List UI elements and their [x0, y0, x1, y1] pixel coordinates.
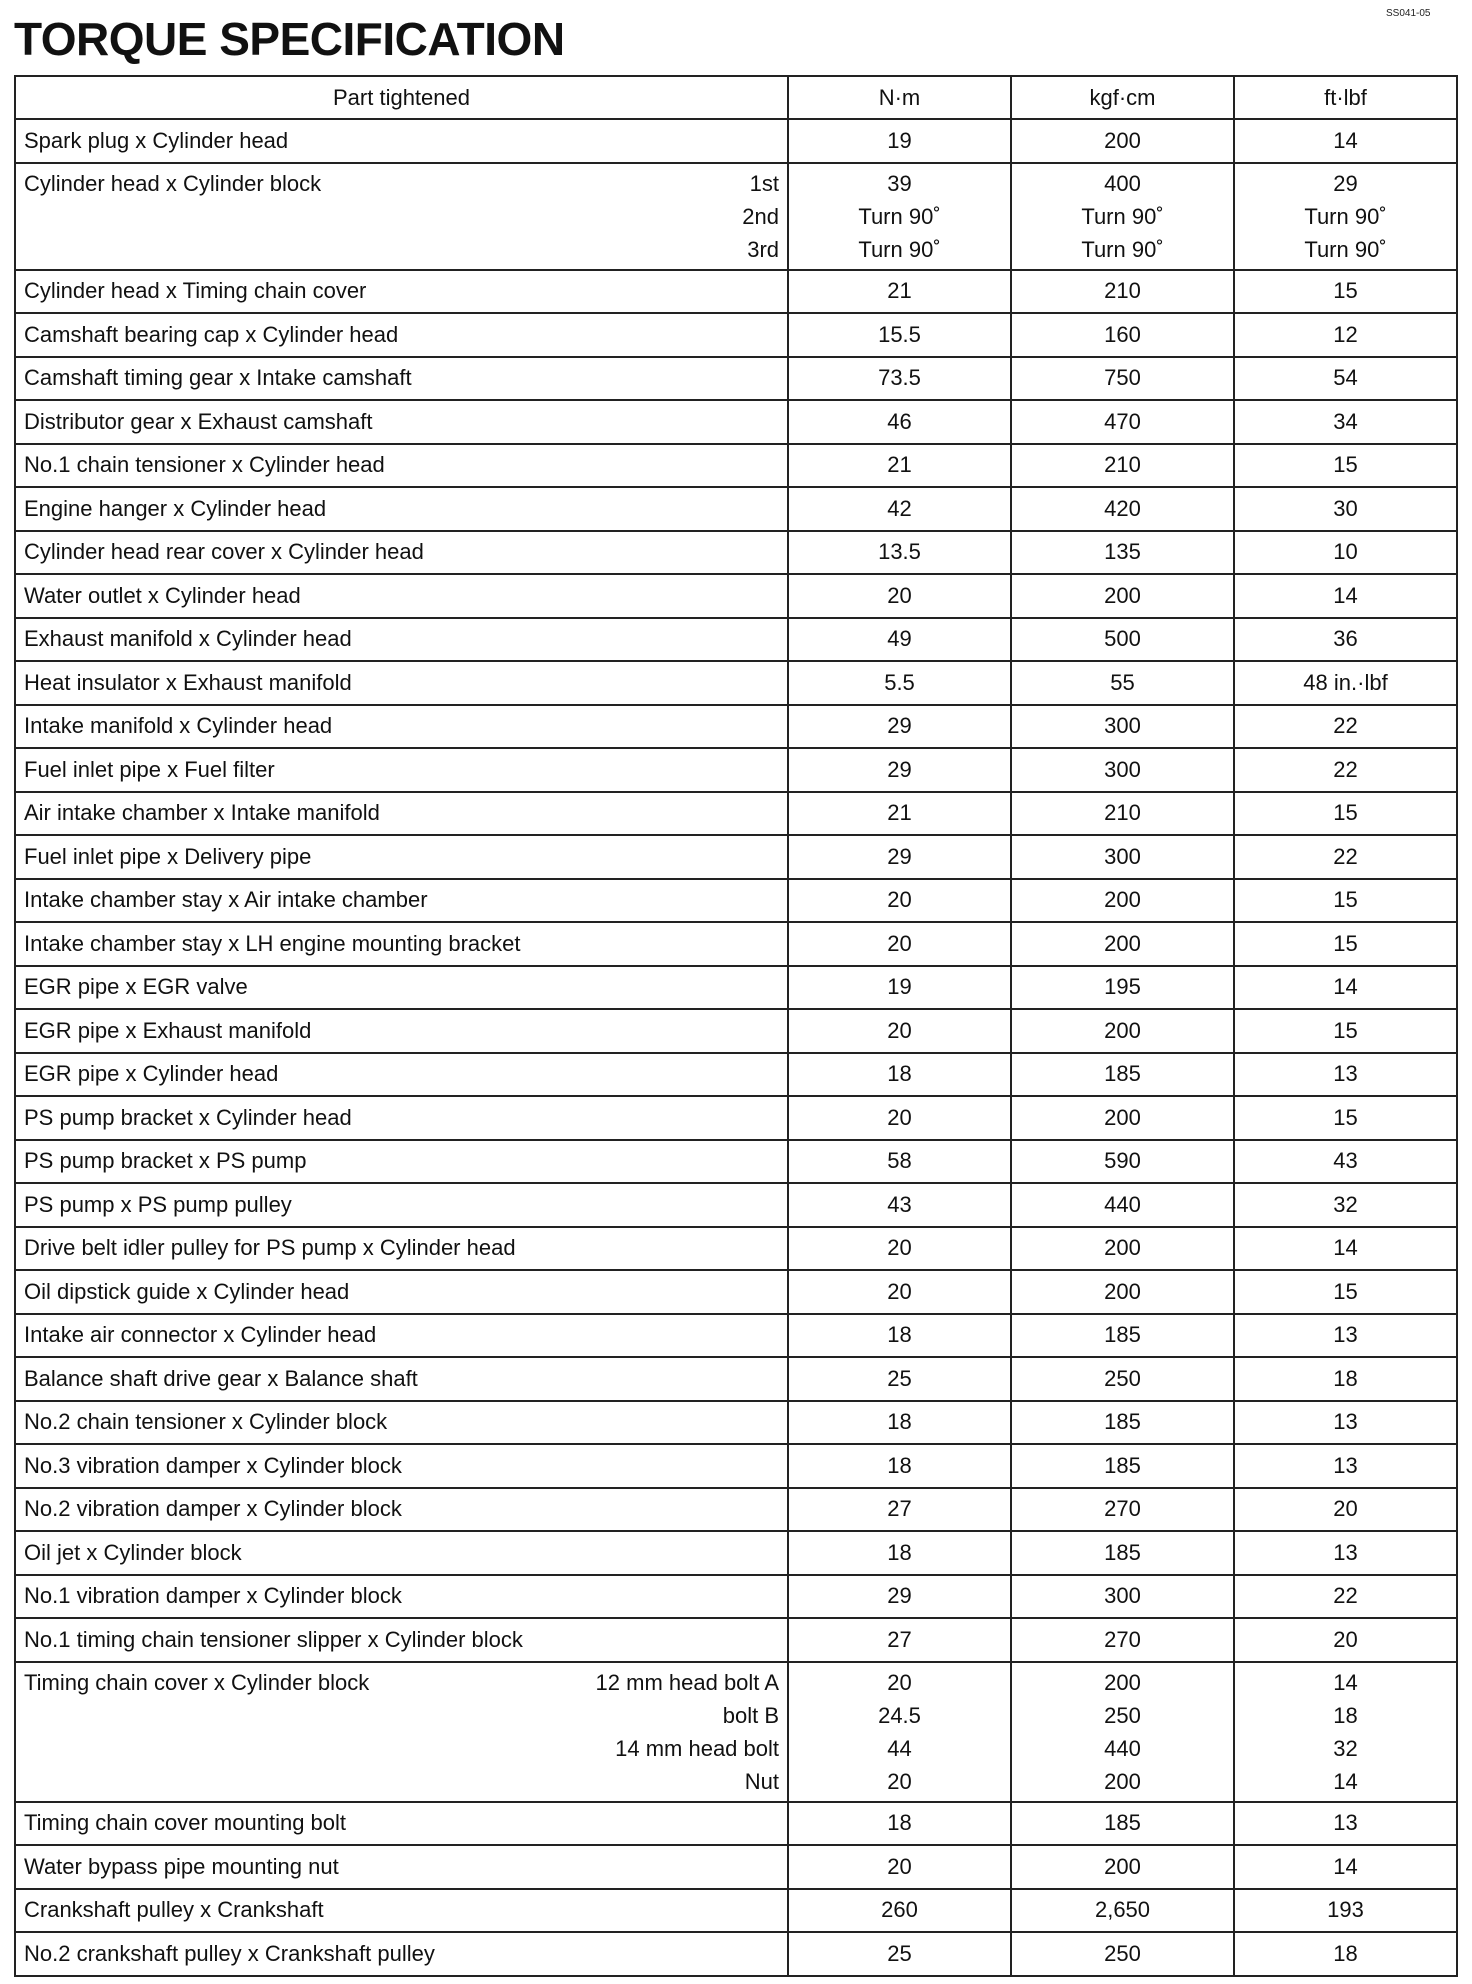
nm-value: 19	[788, 966, 1011, 1010]
nm-value: 25	[788, 1932, 1011, 1976]
kgfcm-value: 160	[1011, 313, 1234, 357]
kgfcm-value: 270	[1011, 1618, 1234, 1662]
table-row	[15, 357, 1457, 401]
header-nm: N·m	[788, 76, 1011, 119]
table-row	[15, 1401, 1457, 1445]
part-cell: Air intake chamber x Intake manifold	[15, 792, 788, 836]
part-subline	[24, 1732, 779, 1765]
kgfcm-value: 200	[1011, 1009, 1234, 1053]
part-cell: Fuel inlet pipe x Fuel filter	[15, 748, 788, 792]
ftlbf-value: 34	[1234, 400, 1457, 444]
kgfcm-value-line: Turn 90˚	[1081, 236, 1164, 262]
kgfcm-value: 200	[1011, 119, 1234, 163]
table-row	[15, 1053, 1457, 1097]
ftlbf-value: 32	[1234, 1183, 1457, 1227]
kgfcm-value: 185	[1011, 1314, 1234, 1358]
table-row	[15, 1357, 1457, 1401]
table-row	[15, 574, 1457, 618]
step-label: 2nd	[742, 203, 779, 229]
step-label: 14 mm head bolt	[615, 1735, 779, 1761]
step-label: 12 mm head bolt A	[595, 1669, 779, 1695]
table-row	[15, 444, 1457, 488]
ftlbf-value: 15	[1234, 444, 1457, 488]
nm-value: 46	[788, 400, 1011, 444]
part-subline	[24, 1666, 779, 1699]
part-cell: Spark plug x Cylinder head	[15, 119, 788, 163]
step-label: Nut	[744, 1768, 779, 1794]
header-part: Part tightened	[15, 76, 788, 119]
kgfcm-value: 185	[1011, 1053, 1234, 1097]
kgfcm-value-line: Turn 90˚	[1081, 203, 1164, 229]
kgfcm-value: 200	[1011, 1845, 1234, 1889]
kgfcm-value: 185	[1011, 1444, 1234, 1488]
header-row	[15, 76, 1457, 119]
step-label: 3rd	[747, 236, 779, 262]
kgfcm-value: 135	[1011, 531, 1234, 575]
ftlbf-value	[1234, 1662, 1457, 1802]
part-cell: Crankshaft pulley x Crankshaft	[15, 1889, 788, 1933]
ftlbf-value: 18	[1234, 1357, 1457, 1401]
ftlbf-value: 54	[1234, 357, 1457, 401]
page-title: TORQUE SPECIFICATION	[14, 13, 565, 65]
ftlbf-value: 20	[1234, 1618, 1457, 1662]
kgfcm-value-line: 200	[1104, 1669, 1141, 1695]
part-cell: Timing chain cover mounting bolt	[15, 1802, 788, 1846]
nm-value-line: Turn 90˚	[858, 203, 941, 229]
kgfcm-value: 420	[1011, 487, 1234, 531]
part-cell: No.2 crankshaft pulley x Crankshaft pulley	[15, 1932, 788, 1976]
part-cell: No.1 timing chain tensioner slipper x Cylinder block	[15, 1618, 788, 1662]
kgfcm-value: 200	[1011, 1270, 1234, 1314]
table-row	[15, 1802, 1457, 1846]
table-row	[15, 1662, 1457, 1802]
ftlbf-value: 10	[1234, 531, 1457, 575]
table-row	[15, 1444, 1457, 1488]
table-row	[15, 1618, 1457, 1662]
kgfcm-value: 210	[1011, 444, 1234, 488]
part-cell: Balance shaft drive gear x Balance shaft	[15, 1357, 788, 1401]
part-cell: Fuel inlet pipe x Delivery pipe	[15, 835, 788, 879]
table-row	[15, 1183, 1457, 1227]
part-cell: Intake air connector x Cylinder head	[15, 1314, 788, 1358]
table-body	[15, 119, 1457, 1976]
nm-value: 49	[788, 618, 1011, 662]
ftlbf-value: 22	[1234, 748, 1457, 792]
table-row	[15, 1932, 1457, 1976]
ftlbf-value: 13	[1234, 1053, 1457, 1097]
kgfcm-value: 200	[1011, 574, 1234, 618]
table-row	[15, 1314, 1457, 1358]
kgfcm-value: 2,650	[1011, 1889, 1234, 1933]
ftlbf-value-line: Turn 90˚	[1304, 203, 1387, 229]
ftlbf-value: 193	[1234, 1889, 1457, 1933]
ftlbf-value: 13	[1234, 1444, 1457, 1488]
part-cell: Water outlet x Cylinder head	[15, 574, 788, 618]
nm-value: 18	[788, 1401, 1011, 1445]
table-row	[15, 661, 1457, 705]
nm-value: 43	[788, 1183, 1011, 1227]
nm-value: 21	[788, 792, 1011, 836]
ftlbf-value: 20	[1234, 1488, 1457, 1532]
ftlbf-value: 12	[1234, 313, 1457, 357]
part-cell: Oil jet x Cylinder block	[15, 1531, 788, 1575]
table-row	[15, 1009, 1457, 1053]
part-cell: Distributor gear x Exhaust camshaft	[15, 400, 788, 444]
nm-value: 18	[788, 1802, 1011, 1846]
part-cell	[15, 163, 788, 270]
nm-value: 18	[788, 1444, 1011, 1488]
table-row	[15, 119, 1457, 163]
header-ftlbf: ft·lbf	[1234, 76, 1457, 119]
table-row	[15, 1889, 1457, 1933]
part-subline	[24, 233, 779, 266]
nm-value-line: 39	[887, 170, 912, 196]
nm-value: 27	[788, 1618, 1011, 1662]
kgfcm-value: 300	[1011, 705, 1234, 749]
ftlbf-value: 15	[1234, 792, 1457, 836]
ftlbf-value: 13	[1234, 1531, 1457, 1575]
kgfcm-value: 300	[1011, 835, 1234, 879]
nm-value: 18	[788, 1053, 1011, 1097]
kgfcm-value: 440	[1011, 1183, 1234, 1227]
nm-value: 20	[788, 1845, 1011, 1889]
nm-value: 29	[788, 748, 1011, 792]
ftlbf-value: 14	[1234, 119, 1457, 163]
table-row	[15, 792, 1457, 836]
nm-value: 29	[788, 1575, 1011, 1619]
ftlbf-value-line: 18	[1333, 1702, 1358, 1728]
part-subline	[24, 1699, 779, 1732]
kgfcm-value: 185	[1011, 1531, 1234, 1575]
ftlbf-value: 15	[1234, 1009, 1457, 1053]
ftlbf-value: 14	[1234, 1845, 1457, 1889]
table-row	[15, 313, 1457, 357]
table-row	[15, 1575, 1457, 1619]
ftlbf-value: 14	[1234, 966, 1457, 1010]
table-row	[15, 1531, 1457, 1575]
nm-value: 27	[788, 1488, 1011, 1532]
kgfcm-value: 470	[1011, 400, 1234, 444]
ftlbf-value: 48 in.·lbf	[1234, 661, 1457, 705]
nm-value: 5.5	[788, 661, 1011, 705]
part-cell: No.3 vibration damper x Cylinder block	[15, 1444, 788, 1488]
table-row	[15, 1270, 1457, 1314]
kgfcm-value: 250	[1011, 1357, 1234, 1401]
kgfcm-value: 300	[1011, 748, 1234, 792]
table-row	[15, 270, 1457, 314]
nm-value-line: 20	[887, 1669, 912, 1695]
kgfcm-value: 200	[1011, 879, 1234, 923]
part-subline	[24, 1765, 779, 1798]
table-row	[15, 1140, 1457, 1184]
kgfcm-value: 590	[1011, 1140, 1234, 1184]
nm-value: 20	[788, 1096, 1011, 1140]
part-cell: Cylinder head x Timing chain cover	[15, 270, 788, 314]
kgfcm-value: 200	[1011, 1096, 1234, 1140]
torque-table	[14, 75, 1458, 1977]
table-row	[15, 531, 1457, 575]
nm-value: 20	[788, 922, 1011, 966]
ftlbf-value-line: 29	[1333, 170, 1358, 196]
nm-value: 13.5	[788, 531, 1011, 575]
ftlbf-value: 15	[1234, 1270, 1457, 1314]
nm-value-line: Turn 90˚	[858, 236, 941, 262]
part-cell: No.1 vibration damper x Cylinder block	[15, 1575, 788, 1619]
table-row	[15, 487, 1457, 531]
ftlbf-value: 22	[1234, 705, 1457, 749]
kgfcm-value: 195	[1011, 966, 1234, 1010]
ftlbf-value: 15	[1234, 879, 1457, 923]
kgfcm-value-line: 200	[1104, 1768, 1141, 1794]
ftlbf-value: 15	[1234, 270, 1457, 314]
nm-value: 21	[788, 270, 1011, 314]
ftlbf-value-line: 14	[1333, 1669, 1358, 1695]
kgfcm-value: 250	[1011, 1932, 1234, 1976]
table-row	[15, 1096, 1457, 1140]
step-label: 1st	[749, 170, 779, 196]
part-cell: Water bypass pipe mounting nut	[15, 1845, 788, 1889]
nm-value: 42	[788, 487, 1011, 531]
part-cell: PS pump bracket x PS pump	[15, 1140, 788, 1184]
ftlbf-value: 36	[1234, 618, 1457, 662]
table-row	[15, 163, 1457, 270]
part-cell: EGR pipe x Exhaust manifold	[15, 1009, 788, 1053]
ftlbf-value-line: 14	[1333, 1768, 1358, 1794]
part-cell: Intake chamber stay x Air intake chamber	[15, 879, 788, 923]
part-cell: Oil dipstick guide x Cylinder head	[15, 1270, 788, 1314]
table-row	[15, 748, 1457, 792]
kgfcm-value: 210	[1011, 270, 1234, 314]
part-cell: Camshaft timing gear x Intake camshaft	[15, 357, 788, 401]
table-row	[15, 966, 1457, 1010]
part-subline	[24, 167, 779, 200]
nm-value: 25	[788, 1357, 1011, 1401]
part-cell: EGR pipe x Cylinder head	[15, 1053, 788, 1097]
table-row	[15, 835, 1457, 879]
ftlbf-value: 13	[1234, 1401, 1457, 1445]
part-name: Cylinder head x Cylinder block	[24, 170, 322, 196]
nm-value: 20	[788, 879, 1011, 923]
kgfcm-value: 185	[1011, 1802, 1234, 1846]
kgfcm-value	[1011, 163, 1234, 270]
part-cell	[15, 1662, 788, 1802]
nm-value: 20	[788, 574, 1011, 618]
kgfcm-value-line: 400	[1104, 170, 1141, 196]
nm-value: 19	[788, 119, 1011, 163]
ftlbf-value: 14	[1234, 1227, 1457, 1271]
part-cell: Exhaust manifold x Cylinder head	[15, 618, 788, 662]
nm-value: 73.5	[788, 357, 1011, 401]
ftlbf-value: 30	[1234, 487, 1457, 531]
table-row	[15, 1488, 1457, 1532]
part-cell: PS pump bracket x Cylinder head	[15, 1096, 788, 1140]
part-cell: Drive belt idler pulley for PS pump x Cylinder head	[15, 1227, 788, 1271]
part-cell: EGR pipe x EGR valve	[15, 966, 788, 1010]
ftlbf-value: 18	[1234, 1932, 1457, 1976]
ftlbf-value: 22	[1234, 835, 1457, 879]
header-kgfcm: kgf·cm	[1011, 76, 1234, 119]
part-cell: PS pump x PS pump pulley	[15, 1183, 788, 1227]
ftlbf-value: 22	[1234, 1575, 1457, 1619]
nm-value: 20	[788, 1227, 1011, 1271]
part-subline	[24, 200, 779, 233]
kgfcm-value	[1011, 1662, 1234, 1802]
part-cell: Heat insulator x Exhaust manifold	[15, 661, 788, 705]
ftlbf-value: 13	[1234, 1802, 1457, 1846]
ftlbf-value: 43	[1234, 1140, 1457, 1184]
nm-value: 260	[788, 1889, 1011, 1933]
part-cell: No.2 chain tensioner x Cylinder block	[15, 1401, 788, 1445]
ftlbf-value-line: 32	[1333, 1735, 1358, 1761]
step-label: bolt B	[722, 1702, 779, 1728]
ftlbf-value: 14	[1234, 574, 1457, 618]
nm-value: 15.5	[788, 313, 1011, 357]
part-cell: Cylinder head rear cover x Cylinder head	[15, 531, 788, 575]
nm-value-line: 44	[887, 1735, 912, 1761]
nm-value-line: 24.5	[878, 1702, 921, 1728]
nm-value: 18	[788, 1314, 1011, 1358]
part-cell: Engine hanger x Cylinder head	[15, 487, 788, 531]
table-row	[15, 618, 1457, 662]
kgfcm-value: 270	[1011, 1488, 1234, 1532]
ftlbf-value-line: Turn 90˚	[1304, 236, 1387, 262]
nm-value: 21	[788, 444, 1011, 488]
table-row	[15, 922, 1457, 966]
nm-value-line: 20	[887, 1768, 912, 1794]
table-row	[15, 1845, 1457, 1889]
kgfcm-value: 55	[1011, 661, 1234, 705]
nm-value	[788, 163, 1011, 270]
ftlbf-value: 13	[1234, 1314, 1457, 1358]
kgfcm-value: 185	[1011, 1401, 1234, 1445]
kgfcm-value: 500	[1011, 618, 1234, 662]
nm-value: 18	[788, 1531, 1011, 1575]
kgfcm-value: 750	[1011, 357, 1234, 401]
table-row	[15, 879, 1457, 923]
nm-value: 29	[788, 835, 1011, 879]
table-row	[15, 400, 1457, 444]
ftlbf-value	[1234, 163, 1457, 270]
nm-value: 20	[788, 1009, 1011, 1053]
document-code: SS041-05	[1386, 8, 1431, 19]
table-row	[15, 1227, 1457, 1271]
nm-value: 29	[788, 705, 1011, 749]
nm-value	[788, 1662, 1011, 1802]
table-row	[15, 705, 1457, 749]
part-name: Timing chain cover x Cylinder block	[24, 1669, 370, 1695]
ftlbf-value: 15	[1234, 1096, 1457, 1140]
kgfcm-value: 200	[1011, 1227, 1234, 1271]
nm-value: 20	[788, 1270, 1011, 1314]
part-cell: Camshaft bearing cap x Cylinder head	[15, 313, 788, 357]
kgfcm-value: 200	[1011, 922, 1234, 966]
part-cell: Intake manifold x Cylinder head	[15, 705, 788, 749]
kgfcm-value: 300	[1011, 1575, 1234, 1619]
part-cell: Intake chamber stay x LH engine mounting bracket	[15, 922, 788, 966]
nm-value: 58	[788, 1140, 1011, 1184]
part-cell: No.1 chain tensioner x Cylinder head	[15, 444, 788, 488]
part-cell: No.2 vibration damper x Cylinder block	[15, 1488, 788, 1532]
kgfcm-value-line: 440	[1104, 1735, 1141, 1761]
kgfcm-value-line: 250	[1104, 1702, 1141, 1728]
kgfcm-value: 210	[1011, 792, 1234, 836]
ftlbf-value: 15	[1234, 922, 1457, 966]
